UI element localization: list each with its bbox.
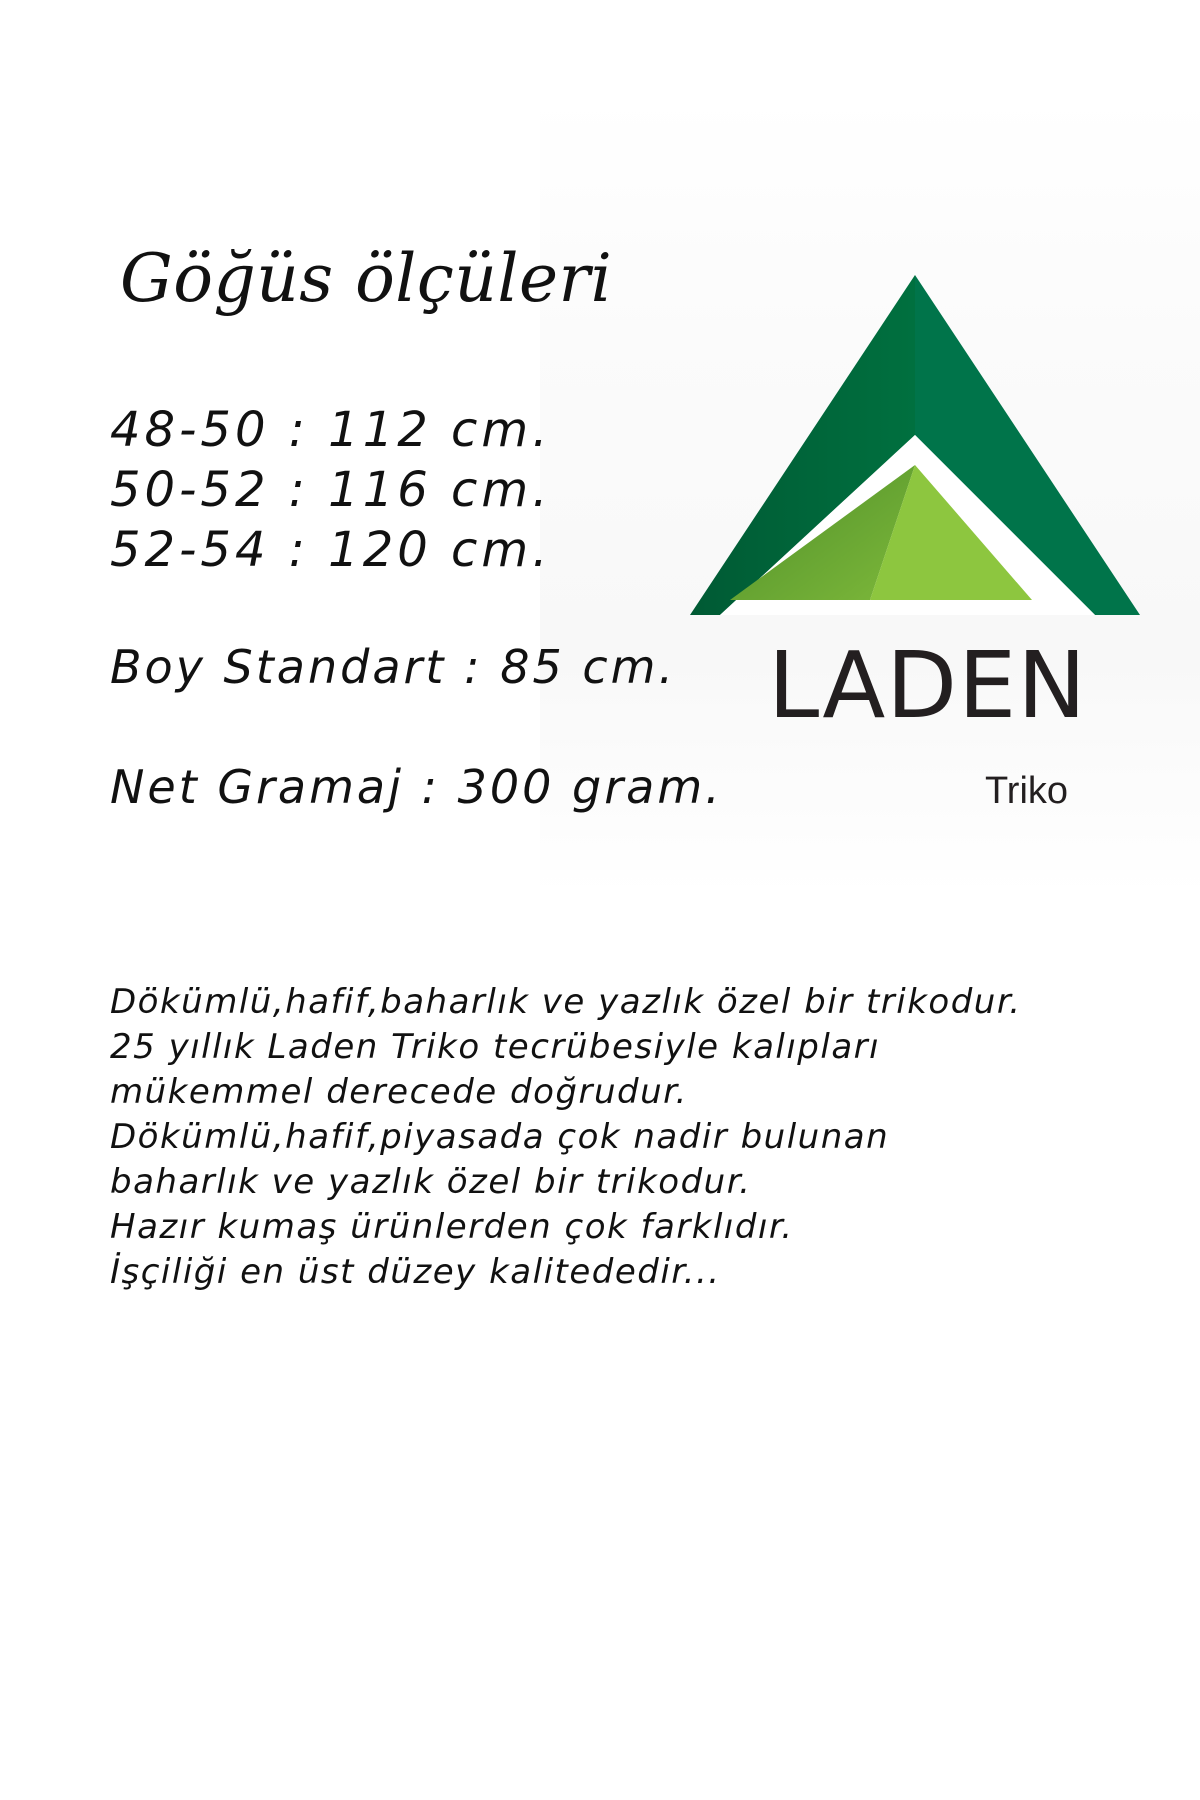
size-item: 52-54 : 120 cm. — [110, 522, 552, 578]
size-item: 50-52 : 116 cm. — [110, 462, 552, 518]
length-info: Boy Standart : 85 cm. — [110, 640, 677, 694]
description-line: Hazır kumaş ürünlerden çok farklıdır. — [110, 1207, 794, 1247]
description-line: İşçiliği en üst düzey kalitededir... — [110, 1252, 721, 1292]
product-description — [110, 980, 1022, 1295]
description-line: baharlık ve yazlık özel bir trikodur. — [110, 1162, 752, 1202]
description-line: Dökümlü,hafif,baharlık ve yazlık özel bir trikodur. — [110, 982, 1022, 1022]
brand-name: LADEN — [768, 632, 1088, 739]
description-line: 25 yıllık Laden Triko tecrübesiyle kalıpları — [110, 1027, 881, 1067]
brand-subtitle: Triko — [985, 770, 1069, 812]
description-line: Dökümlü,hafif,piyasada çok nadir bulunan — [110, 1117, 890, 1157]
description-line: mükemmel derecede doğrudur. — [110, 1072, 688, 1112]
size-item: 48-50 : 112 cm. — [110, 402, 552, 458]
weight-info: Net Gramaj : 300 gram. — [110, 760, 723, 814]
measurements-title: Göğüs ölçüleri — [120, 240, 613, 317]
size-list — [110, 400, 551, 580]
laden-triangle-logo — [690, 275, 1140, 615]
